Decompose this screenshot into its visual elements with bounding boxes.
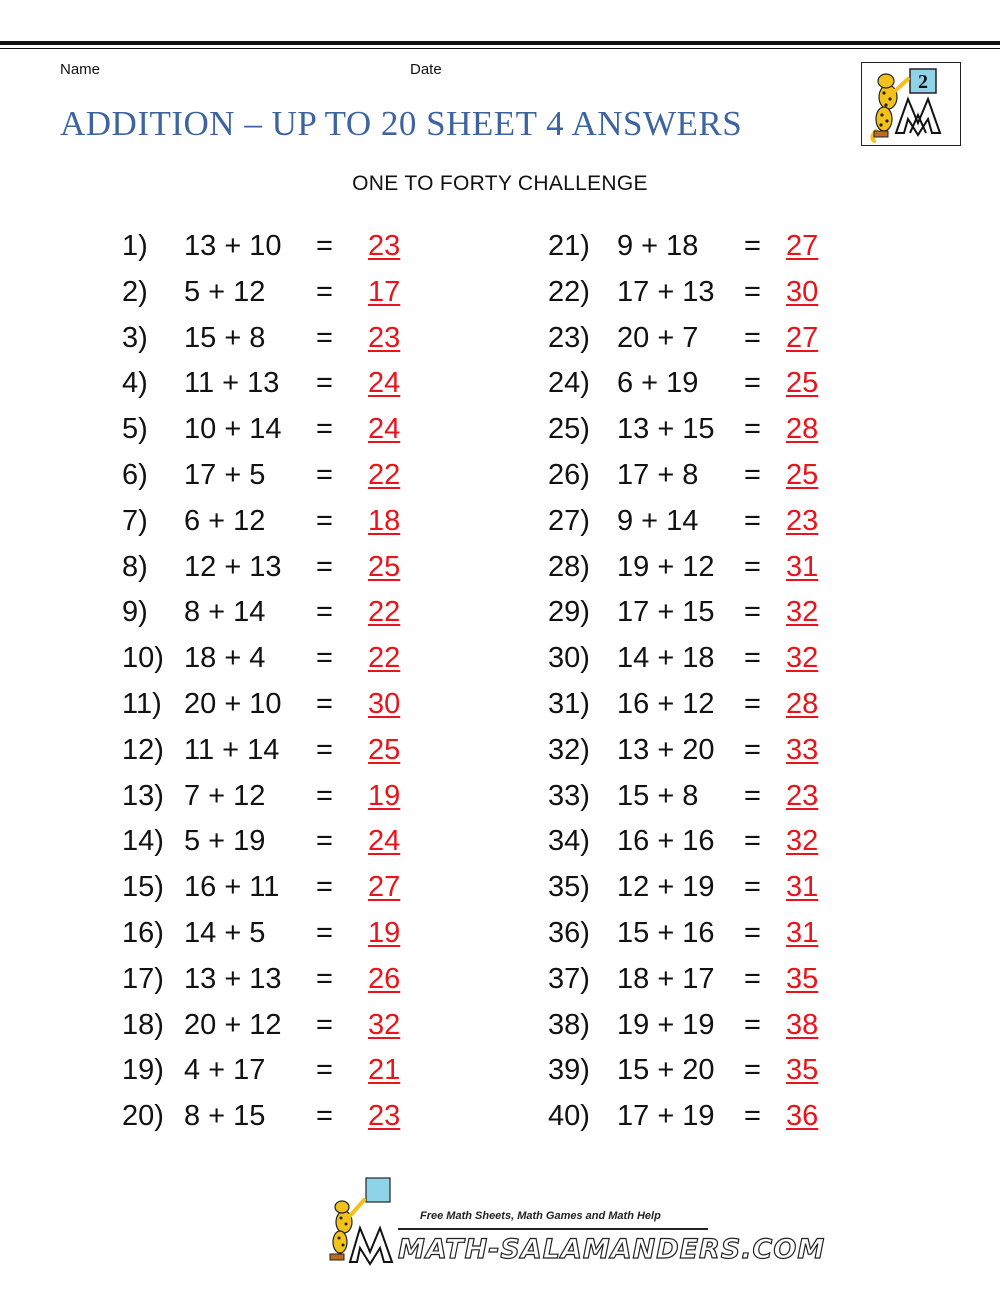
- problem-number: 33): [548, 779, 590, 812]
- problem-number: 37): [548, 962, 590, 995]
- problem-number: 23): [548, 321, 590, 354]
- problem-answer: 30: [786, 275, 819, 308]
- problem-answer: 24: [368, 367, 401, 400]
- problem-expression: 8 + 14: [184, 596, 266, 629]
- problem-number: 18): [122, 1008, 164, 1041]
- problem-answer: 21: [368, 1054, 401, 1087]
- problem-number: 11): [122, 687, 162, 720]
- equals-sign: =: [744, 504, 761, 537]
- equals-sign: =: [744, 1054, 761, 1087]
- equals-sign: =: [316, 871, 333, 904]
- problem-number: 21): [548, 230, 590, 262]
- problem-number: 22): [548, 275, 590, 308]
- problem-expression: 4 + 17: [184, 1054, 266, 1087]
- problem-expression: 17 + 5: [184, 458, 266, 491]
- equals-sign: =: [316, 825, 333, 858]
- equals-sign: =: [316, 1008, 333, 1041]
- problem-expression: 8 + 15: [184, 1100, 266, 1133]
- problem-expression: 13 + 20: [617, 733, 715, 766]
- problem-answer: 17: [368, 275, 401, 308]
- name-label: Name: [60, 61, 101, 78]
- header-rule-thick: [0, 41, 1000, 45]
- problem-answer: 23: [368, 1100, 401, 1133]
- problem-answer: 32: [786, 825, 819, 858]
- problem-number: 9): [122, 596, 148, 629]
- problem-answer: 24: [368, 825, 401, 858]
- logo-badge-number: 2: [918, 71, 928, 93]
- equals-sign: =: [316, 367, 333, 400]
- problem-expression: 15 + 20: [617, 1054, 715, 1087]
- date-label: Date: [410, 61, 442, 78]
- problem-number: 2): [122, 275, 148, 308]
- problem-answer: 26: [368, 962, 401, 995]
- problem-number: 31): [548, 687, 590, 720]
- problem-answer: 25: [368, 733, 401, 766]
- salamander-logo: [861, 62, 961, 146]
- problem-expression: 20 + 10: [184, 687, 282, 720]
- problem-number: 12): [122, 733, 164, 766]
- footer-rule: [398, 1228, 708, 1230]
- problem-number: 3): [122, 321, 148, 354]
- problem-number: 24): [548, 367, 590, 400]
- equals-sign: =: [316, 458, 333, 491]
- equals-sign: =: [744, 596, 761, 629]
- problem-answer: 23: [786, 779, 819, 812]
- problem-number: 25): [548, 413, 590, 446]
- equals-sign: =: [744, 962, 761, 995]
- problem-expression: 17 + 19: [617, 1100, 715, 1133]
- equals-sign: =: [744, 642, 761, 675]
- problem-answer: 30: [368, 687, 401, 720]
- problem-expression: 17 + 8: [617, 458, 699, 491]
- problem-expression: 15 + 8: [184, 321, 266, 354]
- equals-sign: =: [316, 321, 333, 354]
- problem-number: 5): [122, 413, 148, 446]
- problem-number: 8): [122, 550, 148, 583]
- equals-sign: =: [316, 504, 333, 537]
- problem-number: 15): [122, 871, 164, 904]
- problem-answer: 25: [368, 550, 401, 583]
- problem-number: 32): [548, 733, 590, 766]
- equals-sign: =: [744, 687, 761, 720]
- problem-answer: 27: [786, 321, 819, 354]
- problem-answer: 32: [786, 642, 819, 675]
- problem-answer: 33: [786, 733, 819, 766]
- problem-number: 1): [122, 230, 148, 262]
- problem-expression: 9 + 14: [617, 504, 699, 537]
- problem-expression: 15 + 8: [617, 779, 699, 812]
- problem-number: 35): [548, 871, 590, 904]
- equals-sign: =: [744, 733, 761, 766]
- problem-expression: 16 + 12: [617, 687, 715, 720]
- problem-answer: 31: [786, 916, 819, 949]
- problem-answer: 27: [786, 230, 819, 262]
- problem-expression: 5 + 19: [184, 825, 266, 858]
- problem-expression: 14 + 5: [184, 916, 266, 949]
- problem-expression: 18 + 17: [617, 962, 715, 995]
- equals-sign: =: [744, 871, 761, 904]
- problem-answer: 24: [368, 413, 401, 446]
- problem-expression: 16 + 16: [617, 825, 715, 858]
- problem-number: 13): [122, 779, 164, 812]
- problem-expression: 6 + 12: [184, 504, 266, 537]
- problem-number: 27): [548, 504, 590, 537]
- page-subtitle: ONE TO FORTY CHALLENGE: [352, 172, 648, 195]
- equals-sign: =: [316, 687, 333, 720]
- problem-number: 20): [122, 1100, 164, 1133]
- page-title: ADDITION – UP TO 20 SHEET 4 ANSWERS: [60, 104, 743, 143]
- problem-expression: 7 + 12: [184, 779, 266, 812]
- problem-expression: 13 + 13: [184, 962, 282, 995]
- problem-answer: 31: [786, 871, 819, 904]
- problem-expression: 12 + 19: [617, 871, 715, 904]
- equals-sign: =: [744, 825, 761, 858]
- problem-answer: 25: [786, 367, 819, 400]
- equals-sign: =: [744, 1100, 761, 1133]
- equals-sign: =: [316, 779, 333, 812]
- equals-sign: =: [744, 779, 761, 812]
- equals-sign: =: [744, 413, 761, 446]
- problem-expression: 16 + 11: [184, 871, 280, 904]
- problem-number: 6): [122, 458, 148, 491]
- equals-sign: =: [744, 1008, 761, 1041]
- equals-sign: =: [744, 230, 761, 262]
- problem-expression: 17 + 15: [617, 596, 715, 629]
- problem-expression: 9 + 18: [617, 230, 699, 262]
- equals-sign: =: [316, 596, 333, 629]
- problem-answer: 23: [786, 504, 819, 537]
- salamander-logo-icon: [320, 1172, 410, 1272]
- problem-answer: 23: [368, 321, 401, 354]
- problem-answer: 25: [786, 458, 819, 491]
- problem-expression: 19 + 19: [617, 1008, 715, 1041]
- problem-answer: 22: [368, 458, 401, 491]
- problem-answer: 27: [368, 871, 401, 904]
- equals-sign: =: [744, 916, 761, 949]
- problem-expression: 19 + 12: [617, 550, 715, 583]
- equals-sign: =: [744, 321, 761, 354]
- equals-sign: =: [316, 962, 333, 995]
- problem-number: 7): [122, 504, 148, 537]
- problem-expression: 20 + 7: [617, 321, 699, 354]
- problem-number: 26): [548, 458, 590, 491]
- problem-answer: 35: [786, 1054, 819, 1087]
- problem-expression: 11 + 14: [184, 733, 280, 766]
- problem-answer: 36: [786, 1100, 819, 1133]
- equals-sign: =: [316, 413, 333, 446]
- problem-expression: 17 + 13: [617, 275, 715, 308]
- problem-number: 29): [548, 596, 590, 629]
- equals-sign: =: [316, 733, 333, 766]
- problem-answer: 22: [368, 596, 401, 629]
- problem-expression: 20 + 12: [184, 1008, 282, 1041]
- equals-sign: =: [744, 458, 761, 491]
- equals-sign: =: [744, 550, 761, 583]
- equals-sign: =: [744, 367, 761, 400]
- problem-number: 30): [548, 642, 590, 675]
- problem-number: 40): [548, 1100, 590, 1133]
- problem-expression: 13 + 15: [617, 413, 715, 446]
- problem-number: 14): [122, 825, 164, 858]
- equals-sign: =: [316, 1100, 333, 1133]
- equals-sign: =: [316, 230, 333, 262]
- problem-answer: 28: [786, 687, 819, 720]
- problem-expression: 15 + 16: [617, 916, 715, 949]
- problem-expression: 13 + 10: [184, 230, 282, 262]
- problem-answer: 32: [368, 1008, 401, 1041]
- problem-expression: 12 + 13: [184, 550, 282, 583]
- equals-sign: =: [316, 1054, 333, 1087]
- problem-answer: 22: [368, 642, 401, 675]
- problem-number: 4): [122, 367, 148, 400]
- problem-number: 16): [122, 916, 164, 949]
- problem-number: 17): [122, 962, 164, 995]
- problem-expression: 14 + 18: [617, 642, 715, 675]
- problem-answer: 18: [368, 504, 401, 537]
- problem-number: 10): [122, 642, 164, 675]
- problem-number: 28): [548, 550, 590, 583]
- problem-answer: 32: [786, 596, 819, 629]
- problem-answer: 38: [786, 1008, 819, 1041]
- problem-answer: 19: [368, 916, 401, 949]
- problem-number: 39): [548, 1054, 590, 1087]
- problem-number: 36): [548, 916, 590, 949]
- problem-answer: 19: [368, 779, 401, 812]
- problem-expression: 11 + 13: [184, 367, 280, 400]
- problem-answer: 31: [786, 550, 819, 583]
- problem-answer: 23: [368, 230, 401, 262]
- equals-sign: =: [316, 275, 333, 308]
- problem-number: 38): [548, 1008, 590, 1041]
- equals-sign: =: [316, 916, 333, 949]
- problem-number: 19): [122, 1054, 164, 1087]
- equals-sign: =: [316, 550, 333, 583]
- salamander-logo-icon: [862, 63, 959, 144]
- problem-expression: 6 + 19: [617, 367, 699, 400]
- problem-number: 34): [548, 825, 590, 858]
- equals-sign: =: [744, 275, 761, 308]
- footer-brand[interactable]: MATH-SALAMANDERS.COM: [398, 1234, 826, 1265]
- problem-expression: 18 + 4: [184, 642, 266, 675]
- problem-answer: 28: [786, 413, 819, 446]
- footer-tagline: Free Math Sheets, Math Games and Math Help: [420, 1210, 661, 1222]
- header-rule-thin: [0, 48, 1000, 49]
- equals-sign: =: [316, 642, 333, 675]
- problem-expression: 5 + 12: [184, 275, 266, 308]
- problem-expression: 10 + 14: [184, 413, 282, 446]
- problem-answer: 35: [786, 962, 819, 995]
